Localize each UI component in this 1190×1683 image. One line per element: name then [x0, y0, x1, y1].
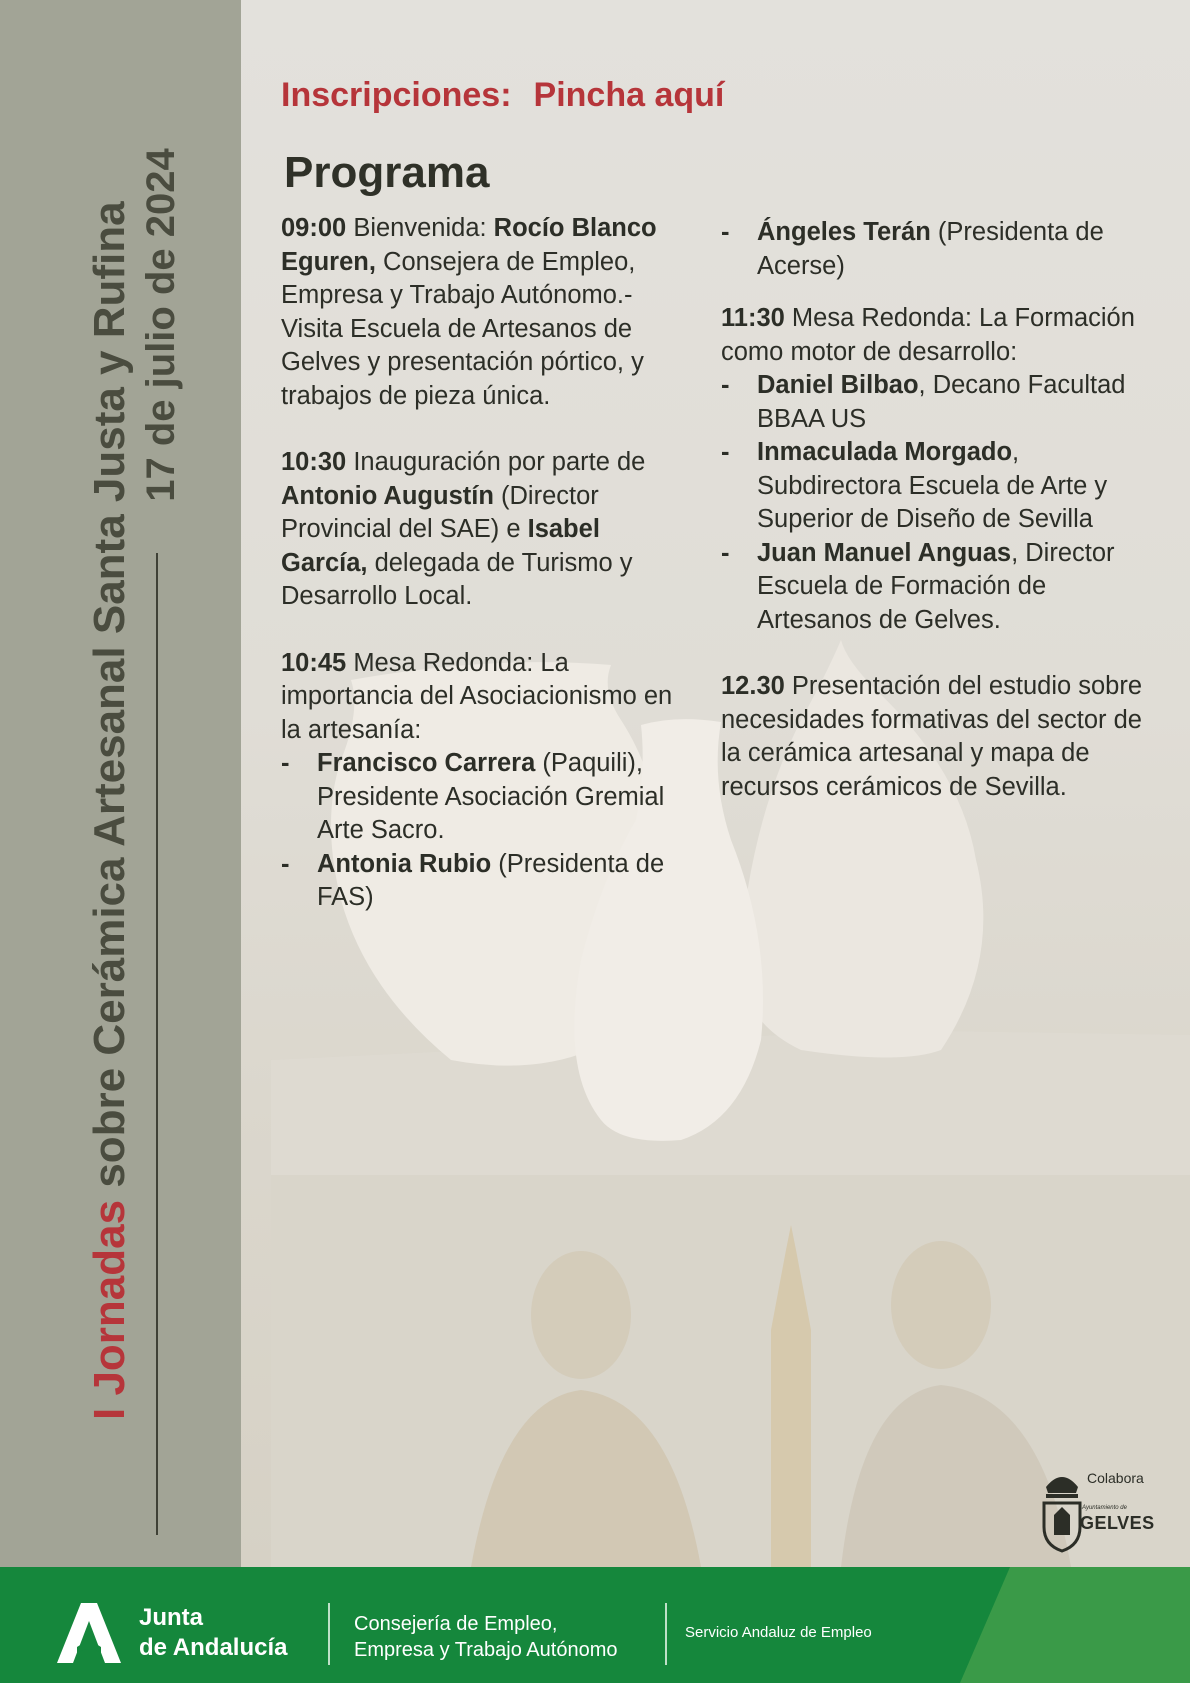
list-item — [281, 747, 691, 848]
footer-wedge — [960, 1567, 1190, 1683]
session-time: 09:00 — [281, 214, 347, 242]
speaker-role: (Presidenta de Acerse) — [757, 218, 1104, 280]
program-column-left — [281, 212, 691, 915]
speaker-role: (Presidenta de FAS) — [317, 849, 665, 911]
footer-separator — [328, 1603, 330, 1665]
session-text: Mesa Redonda: La importancia del Asociacionismo en la artesanía: — [281, 648, 673, 744]
session-text: Mesa Redonda: La Formación como motor de desarrollo: — [721, 304, 1135, 366]
sidebar — [0, 0, 241, 1567]
session-1030 — [281, 446, 691, 614]
session-time: 11:30 — [721, 304, 785, 332]
junta-line-2: de Andalucía — [139, 1634, 288, 1661]
registration-row — [281, 76, 724, 115]
session-text: Bienvenida: — [346, 214, 494, 242]
speaker-role: (Paquili), Presidente Asociación Gremial Arte Sacro. — [317, 749, 665, 844]
session-text: Inauguración por parte de — [346, 448, 646, 476]
bullet-dash: - — [281, 849, 290, 878]
speaker-name: Francisco Carrera — [317, 749, 536, 777]
collaborator-name: GELVES — [1080, 1513, 1155, 1533]
session-time: 12.30 — [721, 672, 785, 700]
speaker-name: Inmaculada Morgado — [757, 438, 1013, 466]
session-1045 — [281, 647, 691, 915]
speaker-name: Daniel Bilbao — [757, 371, 919, 399]
list-item — [281, 848, 691, 915]
list-item — [721, 537, 1161, 638]
junta-name — [139, 1603, 287, 1663]
program-heading: Programa — [284, 148, 490, 197]
bullet-dash: - — [281, 749, 290, 777]
event-date: 17 de julio de 2024 — [139, 148, 183, 502]
bullet-dash: - — [721, 438, 730, 466]
collaborator-ayto: Ayuntamiento de — [1082, 1505, 1127, 1511]
session-text: delegada de Turismo y Desarrollo Local. — [281, 548, 633, 610]
painting-figure-right-head — [891, 1241, 991, 1369]
sae-name: Servicio Andaluz de Empleo — [685, 1624, 872, 1641]
list-item — [721, 216, 1161, 283]
footer-bar — [0, 1567, 1190, 1683]
speaker-name: Juan Manuel Anguas — [757, 538, 1012, 567]
program-column-right — [721, 216, 1161, 837]
bullet-dash: - — [721, 218, 730, 246]
session-1130 — [721, 302, 1161, 637]
footer-separator — [665, 1603, 667, 1665]
painting-figure-left-head — [531, 1251, 631, 1379]
speaker-role: , Director Escuela de Formación de Artesanos de Gelves. — [757, 538, 1115, 634]
collaborator-logo — [1040, 1465, 1160, 1560]
speaker-name: Ángeles Terán — [757, 218, 931, 246]
registration-label: Inscripciones: — [281, 76, 512, 114]
event-title-rest: sobre Cerámica Artesanal Santa Justa y Rufina — [85, 201, 134, 1200]
main-panel — [241, 0, 1190, 1567]
list-item — [721, 369, 1161, 436]
list-item — [721, 436, 1161, 537]
event-title-accent: I Jornadas — [85, 1199, 134, 1420]
session-0900 — [281, 212, 691, 413]
session-1230 — [721, 670, 1161, 804]
consejeria-line-2: Empresa y Trabajo Autónomo — [354, 1639, 618, 1661]
session-text: (Director Provincial del SAE) e — [281, 481, 599, 543]
speaker-name: Antonio Augustín — [281, 481, 494, 510]
session-text: Consejera de Empleo, Empresa y Trabajo Autónomo.- Visita Escuela de Artesanos de Gelves y presentación pórtico, y trabajos de pieza única. — [281, 247, 644, 410]
bullet-dash: - — [721, 371, 730, 399]
session-text: Presentación del estudio sobre necesidades formativas del sector de la cerámica artesanal y mapa de recursos cerámicos de Sevilla. — [721, 672, 1143, 801]
speaker-name: Antonia Rubio — [317, 849, 492, 878]
consejeria-name — [354, 1611, 617, 1663]
speaker-role: , Decano Facultad BBAA US — [757, 371, 1126, 433]
sidebar-divider — [156, 553, 158, 1535]
gelves-crest-icon — [1040, 1465, 1084, 1555]
speaker-role: , Subdirectora Escuela de Arte y Superior de Diseño de Sevilla — [757, 438, 1108, 533]
junta-line-1: Junta — [139, 1604, 204, 1631]
speaker-name: Rocío Blanco Eguren, — [281, 214, 657, 276]
session-time: 10:45 — [281, 648, 347, 677]
junta-andalucia-logo-icon — [57, 1603, 121, 1663]
bullet-dash: - — [721, 538, 730, 567]
consejeria-line-1: Consejería de Empleo, — [354, 1613, 558, 1635]
registration-link[interactable]: Pincha aquí — [533, 76, 725, 114]
collaborator-label: Colabora — [1087, 1470, 1144, 1486]
session-time: 10:30 — [281, 448, 347, 476]
speaker-name: Isabel García, — [281, 515, 600, 577]
